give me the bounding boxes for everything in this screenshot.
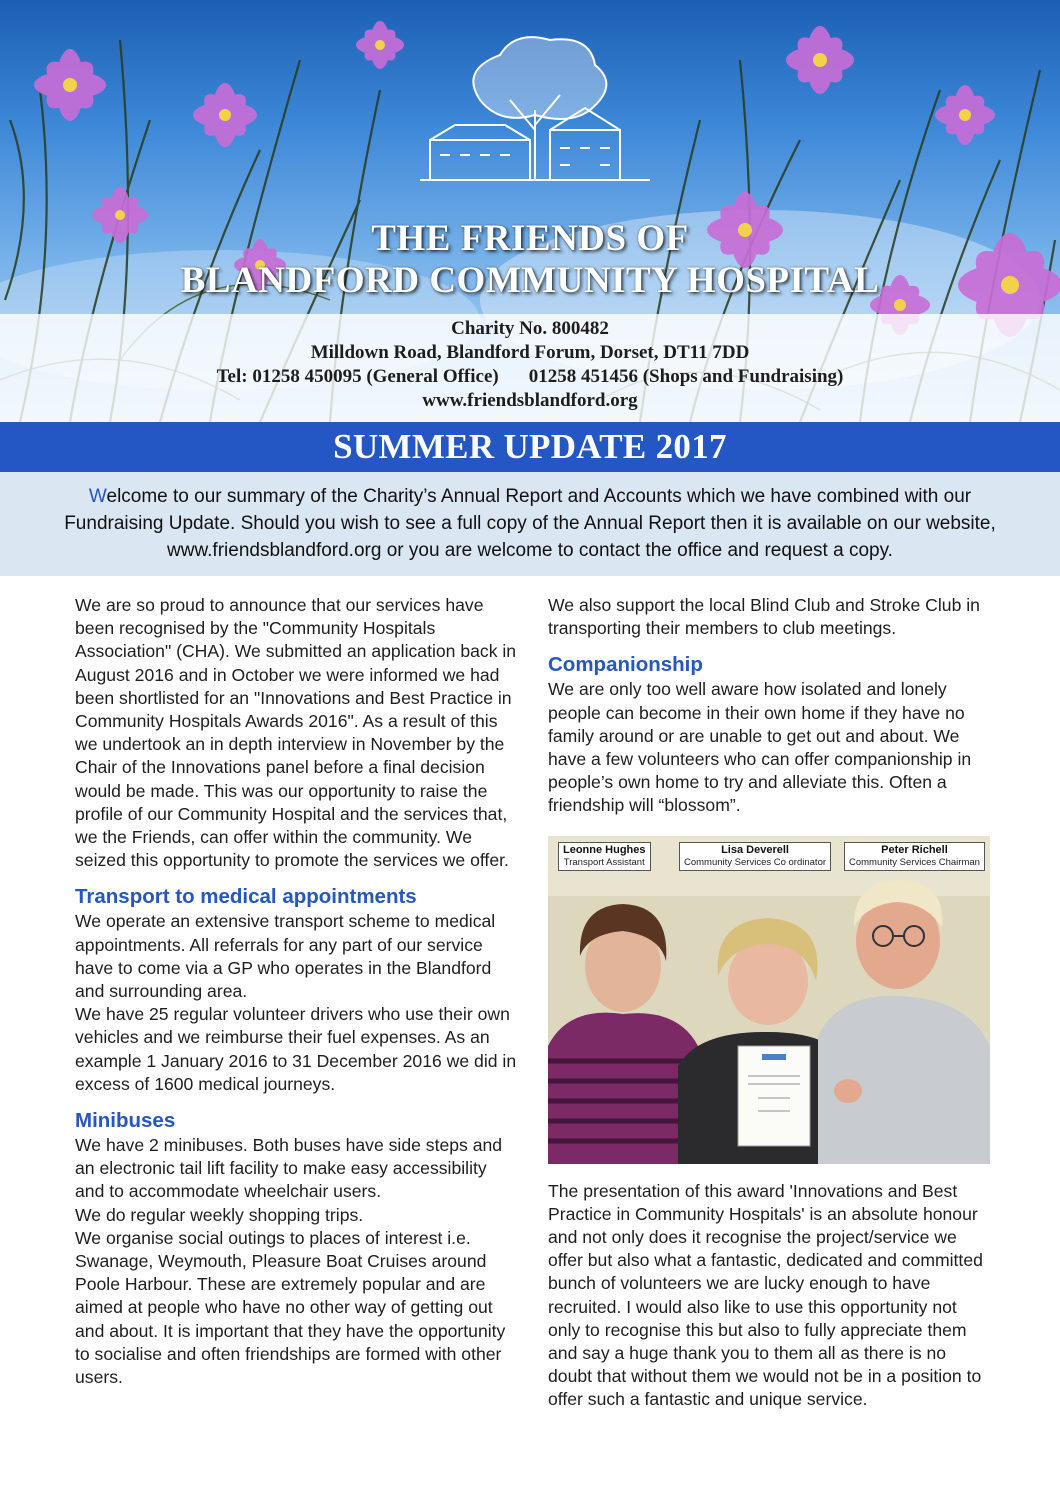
intro-paragraph xyxy=(0,472,1060,576)
address: Milldown Road, Blandford Forum, Dorset, DT11 7DD xyxy=(310,342,750,363)
website-link[interactable]: www.friendsblandford.org xyxy=(422,390,638,411)
right-column xyxy=(548,594,993,1412)
caption-name: Leonne Hughes xyxy=(563,843,646,856)
title-line-2: BLANDFORD COMMUNITY HOSPITAL xyxy=(180,260,880,301)
tel-general-office: Tel: 01258 450095 (General Office) xyxy=(216,366,499,387)
caption-role: Transport Assistant xyxy=(563,856,645,868)
transport-paragraph-1: We operate an extensive transport scheme to medical appointments. All referrals for any part of our service have to come via a GP who operates in the Blandford and surrounding area. xyxy=(75,911,496,1002)
caption-role: Community Services Co ordinator xyxy=(684,856,827,868)
minibuses-paragraph-1: We have 2 minibuses. Both buses have side steps and an electronic tail lift facility to make easy accessibility and to accommodate wheelchair users. xyxy=(75,1135,503,1202)
caption-name: Lisa Deverell xyxy=(721,843,789,856)
volunteers-photo xyxy=(548,836,990,1164)
telephone-line xyxy=(0,365,1060,389)
caption-leonne xyxy=(558,842,651,871)
intro-text: elcome to our summary of the Charity’s Annual Report and Accounts which we have combined with our Fundraising Update. Should you wish to see a full copy of the Annual Report then it is available on our website, www.friendsblandford.org or you are welcome to contact the office and request a copy. xyxy=(64,486,996,561)
caption-peter xyxy=(844,842,985,871)
organisation-title xyxy=(0,218,1060,302)
award-paragraph: We are so proud to announce that our services have been recognised by the "Community Hospitals Association" (CHA). We submitted an application back in August 2016 and in October we were informed we had been shortlisted for an "Innovations and Best Practice in Community Hospitals Awards 2016". As a result of this we undertook an in depth interview in November by the Chair of the Innovations panel before a final decision would be made. This was our opportunity to raise the profile of our Community Hospital and the services that, we the Friends, can offer within the community. We seized this opportunity to promote the services we offer. xyxy=(75,595,517,871)
transport-paragraph-2: We have 25 regular volunteer drivers who use their own vehicles and we reimburse their fuel expenses. As an example 1 January 2016 to 31 December 2016 we did in excess of 1600 medical journeys. xyxy=(75,1004,517,1094)
caption-name: Peter Richell xyxy=(881,843,948,856)
closing-paragraph: The presentation of this award 'Innovations and Best Practice in Community Hospitals' is an absolute honour and not only does it recognise the project/service we offer but also what a fantastic, dedicated and committed bunch of volunteers we are lucky enough to have recruited. I would also like to use this opportunity not only to recognise this but also to fully appreciate them and say a huge thank you to them all as there is no doubt that without them we would not be in a position to offer such a fantastic and unique service. xyxy=(548,1180,983,1410)
title-line-1: THE FRIENDS OF xyxy=(371,218,689,259)
update-title-bar xyxy=(0,422,1060,472)
caption-role: Community Services Chairman xyxy=(849,856,980,868)
transport-heading: Transport to medical appointments xyxy=(75,885,417,909)
tel-shops-fundraising: 01258 451456 (Shops and Fundraising) xyxy=(528,366,844,387)
minibuses-paragraph-2: We do regular weekly shopping trips. xyxy=(75,1204,364,1225)
hospital-tree-logo xyxy=(420,30,650,200)
companionship-heading: Companionship xyxy=(548,653,703,677)
intro-first-letter: W xyxy=(88,486,107,507)
minibuses-paragraph-3: We organise social outings to places of interest i.e. Swanage, Weymouth, Pleasure Boat Cruises around Poole Harbour. These are extremely popular and are aimed at people who have no other way of getting out and about. It is important that they have the opportunity to socialise and often friendships are formed with other users. xyxy=(75,1227,506,1388)
minibuses-heading: Minibuses xyxy=(75,1109,176,1133)
caption-lisa xyxy=(679,842,831,871)
clubs-paragraph: We also support the local Blind Club and Stroke Club in transporting their members to club meetings. xyxy=(548,595,980,639)
update-title: SUMMER UPDATE 2017 xyxy=(333,427,727,466)
charity-number: Charity No. 800482 xyxy=(451,318,609,339)
companionship-paragraph: We are only too well aware how isolated and lonely people can become in their own home if they have no family around or are unable to get out and about. We have a few volunteers who can offer companionship in people’s own home to try and alleviate this. Often a friendship will “blossom”. xyxy=(548,679,972,816)
header-banner xyxy=(0,0,1060,422)
left-column xyxy=(75,594,520,1389)
contact-details xyxy=(0,314,1060,422)
award-photo-illustration xyxy=(548,836,990,1164)
